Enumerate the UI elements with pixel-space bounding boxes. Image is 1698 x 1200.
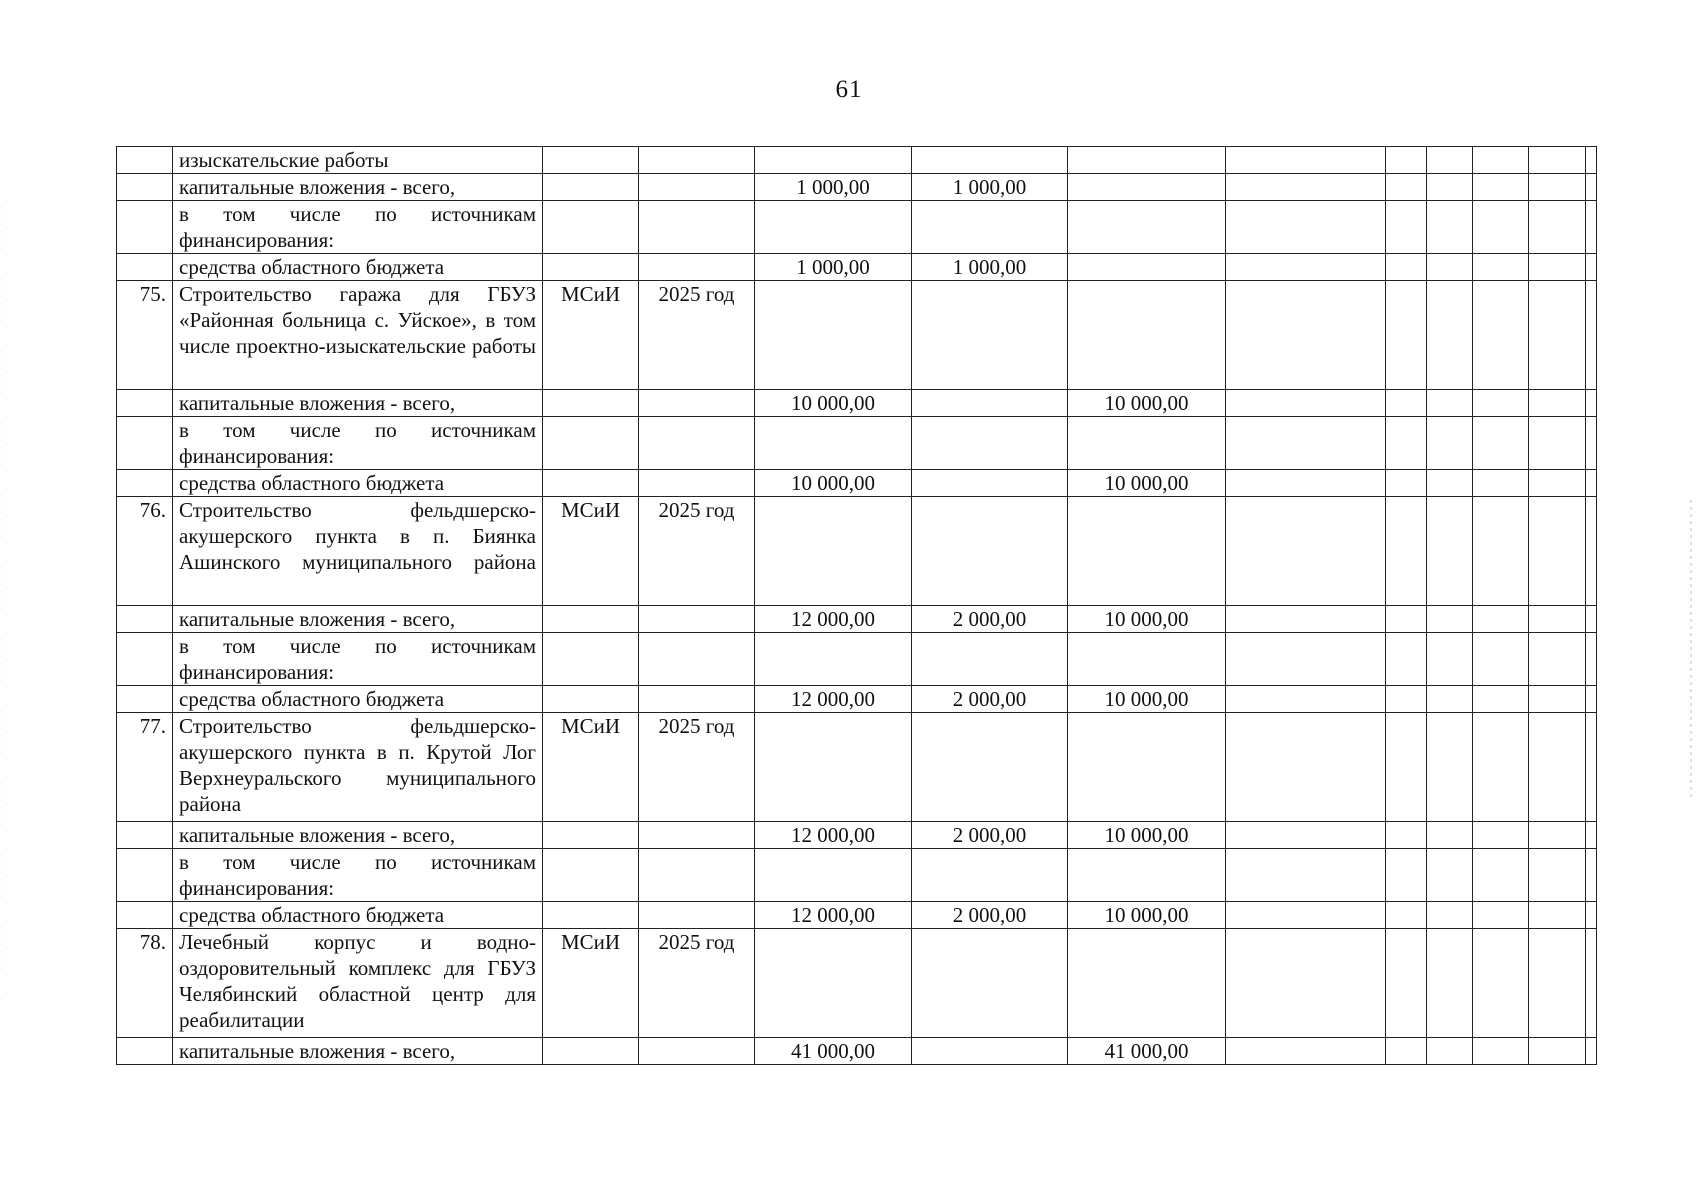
table-row (117, 254, 1597, 281)
empty-cell (1529, 606, 1586, 633)
row-period: 2025 год (639, 713, 755, 822)
row-period (639, 822, 755, 849)
empty-cell (1226, 390, 1386, 417)
empty-cell (1386, 822, 1427, 849)
row-value-col2 (912, 1038, 1068, 1065)
empty-cell (1473, 470, 1529, 497)
table-row (117, 417, 1597, 470)
empty-cell (1586, 174, 1597, 201)
empty-cell (1529, 822, 1586, 849)
table-row (117, 470, 1597, 497)
empty-cell (1427, 201, 1473, 254)
row-responsible (543, 902, 639, 929)
empty-cell (1586, 281, 1597, 390)
row-value-total: 10 000,00 (755, 470, 912, 497)
row-period (639, 902, 755, 929)
row-description: Лечебный корпус и водно-оздоровительный комплекс для ГБУЗ Челябинский областной центр для реабилитации (173, 929, 543, 1038)
empty-cell (1427, 686, 1473, 713)
row-value-col3: 10 000,00 (1068, 606, 1226, 633)
row-value-col3 (1068, 633, 1226, 686)
row-responsible (543, 201, 639, 254)
row-number (117, 606, 173, 633)
empty-cell (1473, 902, 1529, 929)
row-number (117, 633, 173, 686)
row-responsible (543, 254, 639, 281)
empty-cell (1586, 254, 1597, 281)
scan-edge-mark-left (6, 200, 7, 1000)
empty-cell (1386, 147, 1427, 174)
row-number (117, 902, 173, 929)
table-row (117, 147, 1597, 174)
empty-cell (1529, 497, 1586, 606)
row-period: 2025 год (639, 497, 755, 606)
table-row (117, 1038, 1597, 1065)
table-row (117, 822, 1597, 849)
row-value-col3 (1068, 201, 1226, 254)
row-number (117, 686, 173, 713)
row-responsible: МСиИ (543, 713, 639, 822)
empty-cell (1226, 254, 1386, 281)
empty-cell (1586, 201, 1597, 254)
empty-cell (1226, 902, 1386, 929)
table-row (117, 633, 1597, 686)
row-value-col3 (1068, 713, 1226, 822)
row-period: 2025 год (639, 281, 755, 390)
row-number (117, 174, 173, 201)
empty-cell (1427, 417, 1473, 470)
empty-cell (1427, 849, 1473, 902)
empty-cell (1427, 929, 1473, 1038)
row-period (639, 390, 755, 417)
empty-cell (1226, 606, 1386, 633)
row-value-total: 1 000,00 (755, 254, 912, 281)
row-period (639, 470, 755, 497)
row-description: в том числе по источникам финансирования: (173, 849, 543, 902)
row-value-col2: 2 000,00 (912, 606, 1068, 633)
row-period (639, 417, 755, 470)
empty-cell (1473, 497, 1529, 606)
empty-cell (1386, 606, 1427, 633)
row-responsible (543, 147, 639, 174)
row-description: в том числе по источникам финансирования: (173, 633, 543, 686)
empty-cell (1427, 254, 1473, 281)
empty-cell (1427, 902, 1473, 929)
row-responsible (543, 849, 639, 902)
empty-cell (1386, 929, 1427, 1038)
row-value-col2: 2 000,00 (912, 686, 1068, 713)
empty-cell (1386, 174, 1427, 201)
empty-cell (1529, 470, 1586, 497)
row-value-col2: 1 000,00 (912, 254, 1068, 281)
row-value-col2 (912, 713, 1068, 822)
row-period (639, 849, 755, 902)
row-description: капитальные вложения - всего, (173, 606, 543, 633)
row-period (639, 147, 755, 174)
row-value-total: 12 000,00 (755, 606, 912, 633)
empty-cell (1473, 174, 1529, 201)
row-value-col3 (1068, 147, 1226, 174)
empty-cell (1226, 201, 1386, 254)
row-value-col2 (912, 201, 1068, 254)
empty-cell (1586, 390, 1597, 417)
empty-cell (1586, 849, 1597, 902)
empty-cell (1386, 713, 1427, 822)
row-responsible: МСиИ (543, 497, 639, 606)
empty-cell (1226, 147, 1386, 174)
empty-cell (1529, 147, 1586, 174)
empty-cell (1586, 1038, 1597, 1065)
empty-cell (1226, 822, 1386, 849)
empty-cell (1226, 686, 1386, 713)
empty-cell (1473, 822, 1529, 849)
empty-cell (1226, 470, 1386, 497)
empty-cell (1427, 606, 1473, 633)
row-value-col3 (1068, 417, 1226, 470)
empty-cell (1427, 1038, 1473, 1065)
row-value-total: 41 000,00 (755, 1038, 912, 1065)
row-description: в том числе по источникам финансирования: (173, 201, 543, 254)
row-period (639, 254, 755, 281)
row-description: в том числе по источникам финансирования: (173, 417, 543, 470)
row-responsible (543, 606, 639, 633)
row-value-col2 (912, 497, 1068, 606)
empty-cell (1473, 281, 1529, 390)
empty-cell (1386, 633, 1427, 686)
row-description: изыскательские работы (173, 147, 543, 174)
row-value-total: 10 000,00 (755, 390, 912, 417)
row-value-col3: 10 000,00 (1068, 470, 1226, 497)
scan-edge-mark-right (1690, 500, 1692, 800)
row-period (639, 201, 755, 254)
row-number (117, 254, 173, 281)
row-value-col3 (1068, 174, 1226, 201)
empty-cell (1586, 497, 1597, 606)
row-period (639, 633, 755, 686)
row-value-col3 (1068, 929, 1226, 1038)
row-period (639, 1038, 755, 1065)
row-period (639, 686, 755, 713)
empty-cell (1386, 1038, 1427, 1065)
table-row (117, 849, 1597, 902)
row-responsible (543, 174, 639, 201)
row-number (117, 201, 173, 254)
empty-cell (1226, 417, 1386, 470)
table-body (117, 147, 1597, 1065)
empty-cell (1427, 822, 1473, 849)
empty-cell (1386, 470, 1427, 497)
empty-cell (1586, 713, 1597, 822)
row-description: средства областного бюджета (173, 902, 543, 929)
table-row (117, 713, 1597, 822)
empty-cell (1529, 849, 1586, 902)
empty-cell (1386, 417, 1427, 470)
empty-cell (1473, 849, 1529, 902)
page-number: 61 (835, 76, 863, 103)
row-value-col3 (1068, 281, 1226, 390)
empty-cell (1473, 390, 1529, 417)
row-number (117, 390, 173, 417)
row-description: Строительство фельдшерско-акушерского пункта в п. Крутой Лог Верхнеуральского муниципального района (173, 713, 543, 822)
row-responsible (543, 686, 639, 713)
row-number: 76. (117, 497, 173, 606)
row-value-col2: 1 000,00 (912, 174, 1068, 201)
empty-cell (1427, 633, 1473, 686)
row-value-total (755, 849, 912, 902)
row-description: Строительство фельдшерско-акушерского пункта в п. Биянка Ашинского муниципального района (173, 497, 543, 606)
row-value-col2 (912, 470, 1068, 497)
row-value-col3 (1068, 497, 1226, 606)
empty-cell (1226, 713, 1386, 822)
row-number: 78. (117, 929, 173, 1038)
empty-cell (1473, 713, 1529, 822)
row-value-col2 (912, 417, 1068, 470)
empty-cell (1427, 174, 1473, 201)
row-period (639, 606, 755, 633)
empty-cell (1529, 174, 1586, 201)
empty-cell (1586, 147, 1597, 174)
row-value-col2 (912, 929, 1068, 1038)
row-value-col2: 2 000,00 (912, 902, 1068, 929)
empty-cell (1473, 606, 1529, 633)
row-responsible (543, 1038, 639, 1065)
row-value-col3: 10 000,00 (1068, 822, 1226, 849)
table-row (117, 174, 1597, 201)
row-number (117, 417, 173, 470)
empty-cell (1226, 633, 1386, 686)
row-description: капитальные вложения - всего, (173, 822, 543, 849)
table-row (117, 497, 1597, 606)
empty-cell (1226, 281, 1386, 390)
row-description: средства областного бюджета (173, 254, 543, 281)
row-value-total (755, 417, 912, 470)
row-value-total (755, 201, 912, 254)
empty-cell (1473, 201, 1529, 254)
empty-cell (1226, 929, 1386, 1038)
row-value-total (755, 633, 912, 686)
empty-cell (1473, 1038, 1529, 1065)
row-value-total: 12 000,00 (755, 686, 912, 713)
row-description: средства областного бюджета (173, 686, 543, 713)
row-period: 2025 год (639, 929, 755, 1038)
table-row (117, 201, 1597, 254)
empty-cell (1586, 929, 1597, 1038)
empty-cell (1529, 417, 1586, 470)
empty-cell (1586, 633, 1597, 686)
row-value-total: 12 000,00 (755, 902, 912, 929)
row-value-total (755, 929, 912, 1038)
empty-cell (1529, 390, 1586, 417)
empty-cell (1473, 147, 1529, 174)
row-value-col2: 2 000,00 (912, 822, 1068, 849)
empty-cell (1386, 281, 1427, 390)
empty-cell (1226, 849, 1386, 902)
empty-cell (1586, 470, 1597, 497)
empty-cell (1529, 281, 1586, 390)
empty-cell (1386, 201, 1427, 254)
row-value-total (755, 497, 912, 606)
empty-cell (1386, 497, 1427, 606)
empty-cell (1473, 254, 1529, 281)
row-value-total (755, 147, 912, 174)
empty-cell (1529, 254, 1586, 281)
table-row (117, 606, 1597, 633)
empty-cell (1226, 174, 1386, 201)
table-row (117, 686, 1597, 713)
row-value-col3: 10 000,00 (1068, 686, 1226, 713)
row-value-total: 1 000,00 (755, 174, 912, 201)
row-responsible: МСиИ (543, 929, 639, 1038)
empty-cell (1226, 497, 1386, 606)
table-row (117, 281, 1597, 390)
empty-cell (1427, 470, 1473, 497)
empty-cell (1473, 686, 1529, 713)
empty-cell (1529, 713, 1586, 822)
row-number: 75. (117, 281, 173, 390)
row-value-col2 (912, 390, 1068, 417)
row-number (117, 849, 173, 902)
row-responsible: МСиИ (543, 281, 639, 390)
empty-cell (1386, 686, 1427, 713)
row-value-col2 (912, 281, 1068, 390)
row-responsible (543, 470, 639, 497)
empty-cell (1386, 902, 1427, 929)
empty-cell (1386, 849, 1427, 902)
table-row (117, 902, 1597, 929)
row-number (117, 147, 173, 174)
row-responsible (543, 390, 639, 417)
row-value-total: 12 000,00 (755, 822, 912, 849)
row-value-col2 (912, 147, 1068, 174)
budget-table (116, 146, 1597, 1065)
row-description: капитальные вложения - всего, (173, 390, 543, 417)
row-description: средства областного бюджета (173, 470, 543, 497)
empty-cell (1586, 822, 1597, 849)
empty-cell (1427, 390, 1473, 417)
empty-cell (1427, 147, 1473, 174)
row-value-col2 (912, 633, 1068, 686)
empty-cell (1473, 929, 1529, 1038)
empty-cell (1586, 606, 1597, 633)
table-row (117, 390, 1597, 417)
row-value-col3 (1068, 849, 1226, 902)
empty-cell (1586, 686, 1597, 713)
row-description: Строительство гаража для ГБУЗ «Районная больница с. Уйское», в том числе проектно-изыскательские работы (173, 281, 543, 390)
empty-cell (1473, 633, 1529, 686)
row-description: капитальные вложения - всего, (173, 174, 543, 201)
empty-cell (1529, 686, 1586, 713)
empty-cell (1529, 633, 1586, 686)
row-value-col3 (1068, 254, 1226, 281)
empty-cell (1586, 902, 1597, 929)
row-number (117, 1038, 173, 1065)
table-row (117, 929, 1597, 1038)
empty-cell (1529, 1038, 1586, 1065)
row-responsible (543, 822, 639, 849)
empty-cell (1529, 902, 1586, 929)
row-value-total (755, 713, 912, 822)
empty-cell (1427, 281, 1473, 390)
row-description: капитальные вложения - всего, (173, 1038, 543, 1065)
row-number (117, 470, 173, 497)
empty-cell (1529, 929, 1586, 1038)
row-responsible (543, 633, 639, 686)
row-value-col3: 10 000,00 (1068, 390, 1226, 417)
row-number: 77. (117, 713, 173, 822)
empty-cell (1529, 201, 1586, 254)
empty-cell (1427, 497, 1473, 606)
empty-cell (1427, 713, 1473, 822)
row-value-col2 (912, 849, 1068, 902)
row-value-col3: 10 000,00 (1068, 902, 1226, 929)
empty-cell (1226, 1038, 1386, 1065)
row-responsible (543, 417, 639, 470)
empty-cell (1386, 390, 1427, 417)
row-value-col3: 41 000,00 (1068, 1038, 1226, 1065)
empty-cell (1473, 417, 1529, 470)
row-period (639, 174, 755, 201)
empty-cell (1386, 254, 1427, 281)
row-number (117, 822, 173, 849)
row-value-total (755, 281, 912, 390)
empty-cell (1586, 417, 1597, 470)
